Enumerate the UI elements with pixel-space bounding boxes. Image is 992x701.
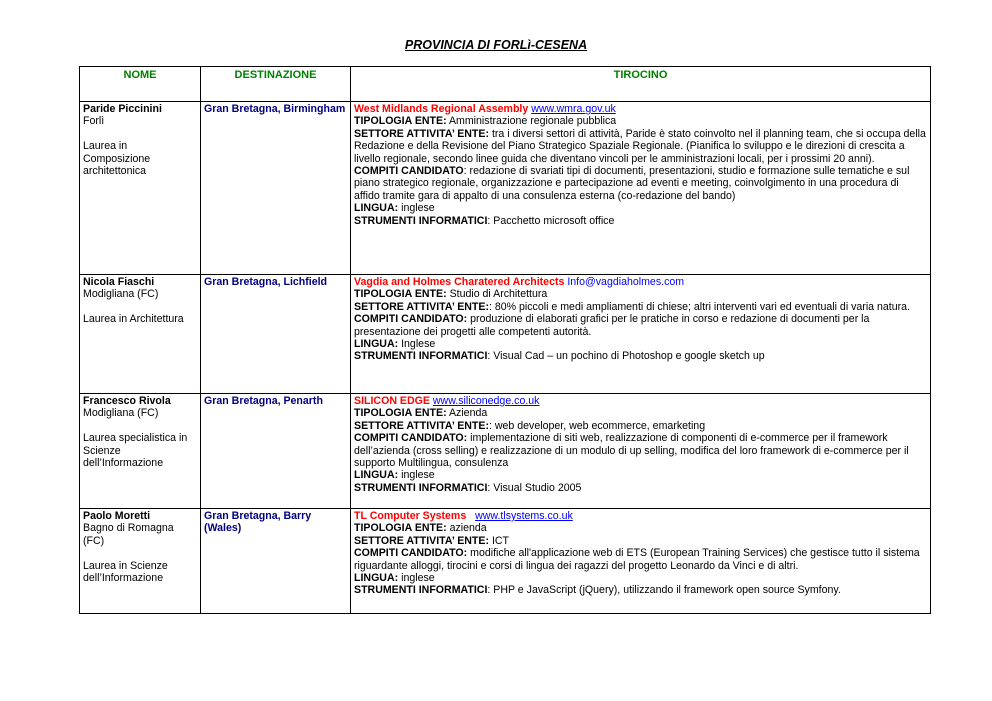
lingua-label: LINGUA: — [354, 338, 399, 351]
lingua-value: inglese — [401, 572, 435, 585]
header-row — [80, 67, 931, 102]
candidate-cell — [80, 509, 201, 614]
internship-cell — [351, 509, 931, 614]
compiti-label: COMPITI CANDIDATO: — [354, 547, 468, 560]
lingua-value: inglese — [401, 469, 435, 482]
strumenti-value: : Visual Cad – un pochino di Photoshop e google sketch up — [487, 350, 765, 363]
destination: Gran Bretagna, Birmingham — [204, 103, 346, 115]
candidate-degree: Laurea in Composizione architettonica — [83, 140, 151, 178]
candidate-degree: Laurea in Scienze dell’Informazione — [83, 559, 168, 585]
compiti-label: COMPITI CANDIDATO — [354, 165, 464, 178]
destination: Gran Bretagna, Barry (Wales) — [204, 510, 312, 535]
compiti-value: implementazione di siti web, realizzazione di componenti di e-commerce per il framework dell’azienda (cross selling) e realizzazione di un modulo di up selling, modifica del loro framework di e-commerce per il supporto Multilingua, consulenza — [354, 432, 909, 470]
tipologia-label: TIPOLOGIA ENTE: — [354, 288, 447, 301]
company-name: SILICON EDGE — [354, 395, 430, 407]
candidate-name: Francesco Rivola — [83, 395, 171, 407]
lingua-value: Inglese — [401, 338, 436, 351]
lingua-value: inglese — [401, 202, 435, 215]
candidate-name: Nicola Fiaschi — [83, 276, 155, 288]
page-title: PROVINCIA DI FORLì-CESENA — [404, 38, 588, 52]
tipologia-value: Studio di Architettura — [449, 288, 548, 301]
settore-label: SETTORE ATTIVITA’ ENTE: — [354, 534, 489, 547]
destination-cell — [201, 102, 351, 275]
compiti-value: produzione di elaborati grafici per le pratiche in corso e redazione di documenti per la presentazione dei progetti alle competenti autorità. — [354, 313, 870, 338]
internship-cell — [351, 394, 931, 509]
compiti-label: COMPITI CANDIDATO: — [354, 432, 468, 445]
compiti-label: COMPITI CANDIDATO: — [354, 313, 468, 326]
strumenti-label: STRUMENTI INFORMATICI — [354, 350, 488, 363]
settore-label: SETTORE ATTIVITA’ ENTE: — [354, 300, 489, 313]
company-link[interactable]: www.tlsystems.co.uk — [475, 510, 573, 522]
internship-table — [79, 66, 931, 614]
candidate-degree: Laurea in Architettura — [83, 313, 184, 326]
candidate-place: Modigliana (FC) — [83, 407, 159, 420]
destination: Gran Bretagna, Penarth — [204, 395, 323, 407]
strumenti-label: STRUMENTI INFORMATICI — [354, 584, 488, 597]
destination-cell — [201, 275, 351, 394]
company-link[interactable]: www.wmra.gov.uk — [531, 103, 616, 115]
internship-cell — [351, 102, 931, 275]
strumenti-label: STRUMENTI INFORMATICI — [354, 214, 488, 227]
candidate-cell — [80, 102, 201, 275]
table-row — [80, 394, 931, 509]
compiti-value: : redazione di svariati tipi di documenti, presentazioni, studio e formazione sulle tematiche e sul piano strategico regionale, organizzazione e partecipazione ad eventi e meeting, coinvolgimento in una procedura di affido tramite gara di appalto di una consulenza esterna (co-redazione del bando) — [354, 165, 910, 202]
settore-value: tra i diversi settori di attività, Paride è stato coinvolto nel il planning team, che si occupa della Redazione e della Revisione del Piano Strategico Spaziale Regionale. (Pianifica lo sviluppo e le direzioni di crescita a livello regionale, secondo linee guida che diventano vincoli per le amministrazioni locali, per i prossimi 20 anni). — [354, 127, 926, 165]
table-row — [80, 102, 931, 275]
strumenti-value: : Pacchetto microsoft office — [487, 214, 615, 227]
table-row — [80, 275, 931, 394]
candidate-name: Paolo Moretti — [83, 510, 151, 522]
candidate-cell — [80, 394, 201, 509]
tipologia-value: Amministrazione regionale pubblica — [448, 115, 617, 128]
candidate-name: Paride Piccinini — [83, 103, 162, 115]
settore-value: ICT — [491, 534, 510, 547]
settore-value: : 80% piccoli e medi ampliamenti di chiese; altri interventi vari ed eventuali di varia natura. — [488, 300, 910, 313]
settore-label: SETTORE ATTIVITA’ ENTE: — [354, 127, 489, 140]
strumenti-value: : PHP e JavaScript (jQuery), utilizzando il framework open source Symfony. — [487, 584, 841, 597]
destination: Gran Bretagna, Lichfield — [204, 276, 328, 288]
company-name: TL Computer Systems — [354, 510, 467, 522]
candidate-degree: Laurea specialistica in Scienze dell’Informazione — [83, 432, 188, 470]
lingua-label: LINGUA: — [354, 202, 399, 215]
internship-cell — [351, 275, 931, 394]
settore-value: : web developer, web ecommerce, emarketing — [488, 419, 706, 432]
table-row — [80, 509, 931, 614]
destination-cell — [201, 509, 351, 614]
compiti-value: modifiche all'applicazione web di ETS (European Training Services) che gestisce tutto il sistema riguardante alloggi, tirocini e corsi di lingua dei ragazzi del progetto Leonardo da Vinci e di altri. — [354, 547, 920, 572]
lingua-label: LINGUA: — [354, 572, 399, 585]
candidate-cell — [80, 275, 201, 394]
company-email[interactable]: Info@vagdiaholmes.com — [567, 276, 685, 288]
destination-cell — [201, 394, 351, 509]
tipologia-label: TIPOLOGIA ENTE: — [354, 407, 447, 420]
company-link[interactable]: www.siliconedge.co.uk — [432, 395, 540, 407]
tipologia-value: azienda — [449, 522, 487, 535]
candidate-place: Modigliana (FC) — [83, 288, 159, 301]
strumenti-value: : Visual Studio 2005 — [487, 481, 582, 494]
header-name: NOME — [80, 67, 201, 102]
company-name: Vagdia and Holmes Charatered Architects — [354, 276, 565, 288]
settore-label: SETTORE ATTIVITA’ ENTE: — [354, 419, 489, 432]
candidate-place: Forlì — [83, 115, 105, 128]
lingua-label: LINGUA: — [354, 469, 399, 482]
tipologia-label: TIPOLOGIA ENTE: — [354, 522, 447, 535]
header-destination: DESTINAZIONE — [201, 67, 351, 102]
tipologia-label: TIPOLOGIA ENTE: — [354, 115, 447, 128]
header-internship: TIROCINO — [351, 67, 931, 102]
candidate-place: Bagno di Romagna (FC) — [83, 522, 174, 547]
strumenti-label: STRUMENTI INFORMATICI — [354, 481, 488, 494]
company-name: West Midlands Regional Assembly — [354, 103, 529, 115]
tipologia-value: Azienda — [448, 407, 488, 420]
